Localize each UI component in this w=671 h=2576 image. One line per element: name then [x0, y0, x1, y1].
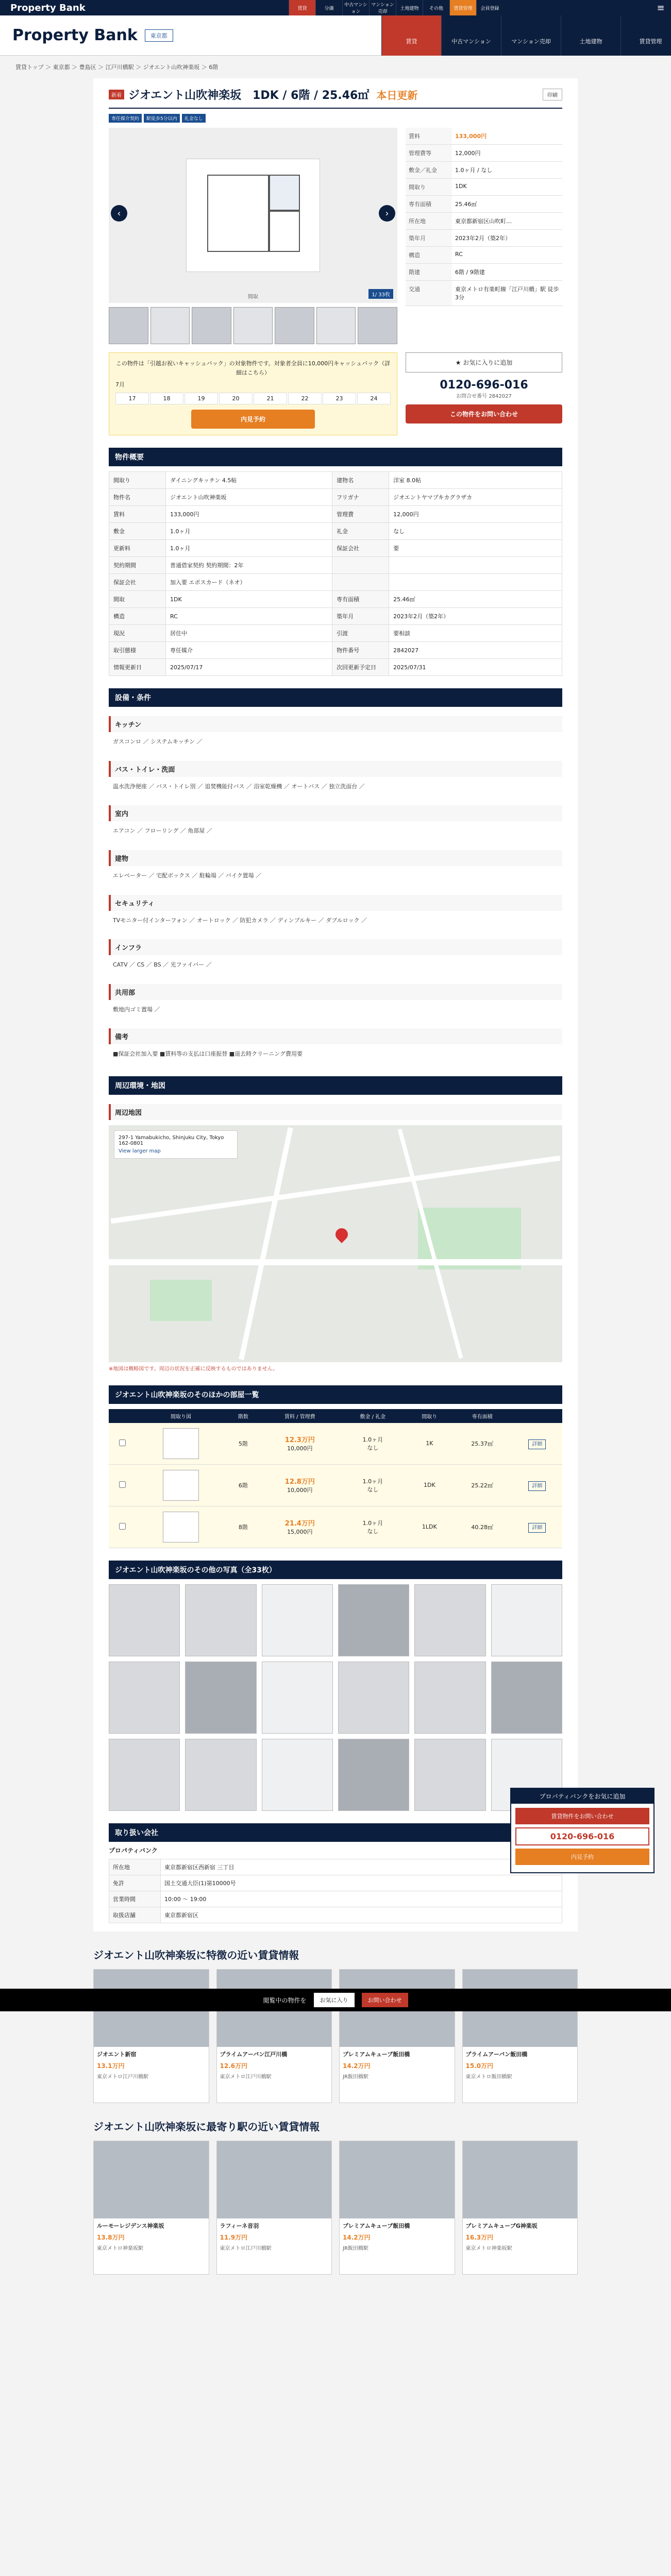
inquiry-button[interactable]: この物件をお問い合わせ: [406, 404, 562, 423]
spec-key: 情報更新日: [109, 659, 166, 676]
summary-key: 所在地: [406, 213, 452, 230]
updated-label: 本日更新: [376, 89, 418, 101]
rooms-header: 敷金 / 礼金: [339, 1409, 407, 1423]
main-image[interactable]: [109, 128, 397, 303]
company-key: 所在地: [109, 1859, 161, 1875]
calendar-day[interactable]: 24: [357, 393, 391, 404]
menu-icon[interactable]: ≡: [657, 2, 665, 13]
rooms-header: [512, 1409, 562, 1423]
rooms-header: 間取り図: [136, 1409, 226, 1423]
nav-item[interactable]: 土地建物: [396, 0, 423, 15]
nearby-image: [217, 2141, 332, 2218]
spec-value: 専任媒介: [166, 642, 332, 659]
top-bar: [0, 0, 671, 15]
feature-values: 温水洗浄便座 ／ バス・トイレ別 ／ 追焚機能付バス ／ 浴室乾燥機 ／ オートバス ／ 独立洗面台 ／: [113, 783, 365, 790]
nearby-price: 11.9万円: [220, 2233, 248, 2241]
company-value: 東京都新宿区: [161, 1907, 562, 1923]
nearby-price: 14.2万円: [343, 2233, 371, 2241]
summary-key: 交通: [406, 281, 452, 306]
spec-key: 物件番号: [332, 642, 389, 659]
calendar-day[interactable]: 18: [150, 393, 183, 404]
spec-row: [109, 642, 562, 659]
photo-thumbnail[interactable]: [262, 1739, 333, 1811]
rooms-header: 専有面積: [452, 1409, 512, 1423]
thumbnail[interactable]: [358, 307, 397, 344]
summary-value: 12,000円: [452, 145, 562, 162]
feature-values: CATV ／ CS ／ BS ／ 光ファイバー ／: [113, 961, 212, 969]
tag-list: [109, 114, 562, 123]
calendar-month: 7月: [115, 381, 125, 388]
nearby-image: [463, 2141, 578, 2218]
spec-value: 2023年2月（築2年）: [389, 608, 562, 625]
spec-table: [109, 471, 562, 676]
sub-nav: [381, 15, 671, 56]
nearby-location: 東京メトロ江戸川橋駅: [220, 2245, 272, 2251]
bottom-favorite-button[interactable]: お気に入り: [314, 1993, 355, 2007]
listing-main: [93, 78, 578, 1931]
brand[interactable]: Property Bank: [10, 2, 86, 13]
room-key: なし: [367, 1486, 379, 1493]
summary-key: 階建: [406, 264, 452, 281]
image-caption: 間取: [248, 294, 258, 300]
spec-row: [109, 557, 562, 574]
room-price: 12.3万円: [284, 1436, 315, 1445]
spec-value: RC: [166, 608, 332, 625]
nearby-location: 東京メトロ神楽坂駅: [465, 2245, 512, 2251]
room-checkbox[interactable]: [119, 1481, 126, 1488]
nav-item[interactable]: その他: [423, 0, 449, 15]
room-key: なし: [367, 1444, 379, 1451]
feature-heading: 建物: [109, 850, 562, 866]
table-row[interactable]: [109, 1464, 562, 1506]
summary-key: 賃料: [406, 128, 452, 145]
thumbnail-strip: [109, 307, 397, 344]
photo-thumbnail[interactable]: [109, 1662, 180, 1734]
spec-value: 12,000円: [389, 506, 562, 523]
nav-item[interactable]: 会員登録: [476, 0, 503, 15]
spec-row: [109, 506, 562, 523]
room-key: なし: [367, 1528, 379, 1535]
room-detail-button[interactable]: 詳細: [528, 1439, 546, 1449]
spec-value: 2842027: [389, 642, 562, 659]
floorplan-image: [186, 159, 320, 272]
room-area: 25.22㎡: [452, 1464, 512, 1506]
spec-value: なし: [389, 523, 562, 540]
summary-key: 構造: [406, 247, 452, 264]
nav-item[interactable]: 賃貸管理: [449, 0, 476, 15]
spec-key: 保証会社: [109, 574, 166, 591]
spec-value: 2025/07/17: [166, 659, 332, 676]
section-heading: ジオエント山吹神楽坂のそのほかの部屋一覧: [109, 1385, 562, 1404]
nearby-name: ジオエント新宿: [97, 2050, 137, 2058]
photo-thumbnail[interactable]: [338, 1584, 409, 1656]
floating-panel: [510, 1788, 655, 1873]
photo-thumbnail[interactable]: [109, 1739, 180, 1811]
summary-value: RC: [452, 247, 562, 264]
room-floor: 8階: [226, 1506, 261, 1548]
spec-key: 現況: [109, 625, 166, 642]
spec-key: [332, 574, 389, 591]
feature-heading: バス・トイレ・洗面: [109, 761, 562, 777]
feature-heading: 室内: [109, 805, 562, 821]
feature-values: TVモニター付インターフォン ／ オートロック ／ 防犯カメラ ／ ディンプルキー ／ ダブルロック ／: [113, 917, 367, 924]
nav-item[interactable]: 分譲: [315, 0, 342, 15]
rent-price: 133,000円: [452, 128, 562, 145]
float-head: プロパティバンクをお気に追加: [511, 1789, 653, 1804]
spec-key: 次回更新予定日: [332, 659, 389, 676]
nearby-location: 東京メトロ江戸川橋駅: [97, 2074, 148, 2080]
location-pin-icon[interactable]: [333, 1226, 350, 1243]
spec-row: [109, 625, 562, 642]
nearby-location: 東京メトロ神楽坂駅: [97, 2245, 143, 2251]
prev-arrow-icon[interactable]: ‹: [111, 205, 127, 222]
photo-thumbnail[interactable]: [185, 1584, 256, 1656]
map-larger-link[interactable]: View larger map: [119, 1148, 161, 1154]
feature-values: エアコン ／ フローリング ／ 角部屋 ／: [113, 827, 212, 835]
photo-thumbnail[interactable]: [185, 1739, 256, 1811]
rooms-header: [109, 1409, 136, 1423]
spec-value: 1.0ヶ月: [166, 523, 332, 540]
spec-key: 築年月: [332, 608, 389, 625]
summary-value: 1.0ヶ月 / なし: [452, 162, 562, 179]
room-dep: 1.0ヶ月: [362, 1519, 383, 1527]
nav-item[interactable]: 中古マンション: [342, 0, 369, 15]
section-heading: ジオエント山吹神楽坂のその他の写真（全33枚）: [109, 1561, 562, 1579]
summary-value: 東京メトロ有楽町線「江戸川橋」駅 徒歩3分: [452, 281, 562, 306]
top-nav: [289, 0, 503, 15]
thumbnail[interactable]: [275, 307, 314, 344]
subnav-item[interactable]: 土地建物: [561, 15, 620, 56]
spec-value: [389, 574, 562, 591]
company-info: [109, 1846, 562, 1923]
title-bar: [109, 87, 562, 109]
subnav-item[interactable]: 賃貸: [381, 15, 441, 56]
table-row[interactable]: [109, 1423, 562, 1465]
photo-thumbnail[interactable]: [185, 1662, 256, 1734]
rooms-header: 賃料 / 管理費: [261, 1409, 339, 1423]
spec-key: 間取り: [109, 472, 166, 489]
features-list: [109, 716, 562, 1064]
spec-value: [389, 557, 562, 574]
spec-key: 取引態様: [109, 642, 166, 659]
summary-value: 東京都新宿区山吹町…: [452, 213, 562, 230]
logo[interactable]: Property Bank: [12, 26, 138, 44]
company-value: 10:00 〜 19:00: [161, 1891, 562, 1907]
room-checkbox[interactable]: [119, 1439, 126, 1446]
spec-value: 1.0ヶ月: [166, 540, 332, 557]
feature-values: エレベーター ／ 宅配ボックス ／ 駐輪場 ／ バイク置場 ／: [113, 872, 262, 879]
spec-value: ジオエント山吹神楽坂: [166, 489, 332, 506]
photo-grid: [109, 1584, 562, 1811]
spec-key: 契約期間: [109, 557, 166, 574]
section-heading: 周辺環境・地図: [109, 1076, 562, 1095]
spec-key: 礼金: [332, 523, 389, 540]
image-count: 1/ 33枚: [368, 289, 393, 299]
summary-value: 2023年2月（築2年）: [452, 230, 562, 247]
thumbnail[interactable]: [233, 307, 273, 344]
spec-value: 2025/07/31: [389, 659, 562, 676]
summary-value: 1DK: [452, 179, 562, 196]
nav-item[interactable]: マンション売却: [369, 0, 396, 15]
campaign-box: [109, 352, 397, 435]
room-checkbox[interactable]: [119, 1523, 126, 1530]
gallery: [109, 128, 397, 344]
room-floorplan[interactable]: [163, 1512, 199, 1543]
spec-key: 保証会社: [332, 540, 389, 557]
map-card: [114, 1130, 238, 1159]
spec-row: [109, 540, 562, 557]
map-address: 297-1 Yamabukicho, Shinjuku City, Tokyo 162-0801: [119, 1134, 224, 1146]
reserve-calendar: [115, 393, 391, 404]
room-area: 40.28㎡: [452, 1506, 512, 1548]
campaign-text: この物件は「引越お祝いキャッシュバック」の対象物件です。対象者全員に10,000円キャッシュバック（詳細はこちら）: [115, 360, 391, 376]
spec-value: 要相談: [389, 625, 562, 642]
nav-item[interactable]: 賃貸: [289, 0, 315, 15]
photo-thumbnail[interactable]: [414, 1662, 485, 1734]
spec-value: 要: [389, 540, 562, 557]
map-subheading: 周辺地図: [109, 1104, 562, 1120]
nearby-location: 東京メトロ飯田橋駅: [465, 2074, 512, 2080]
tag: 駅徒歩5分以内: [144, 114, 180, 123]
summary-key: 築年月: [406, 230, 452, 247]
nearby-name: プライムアーバン飯田橋: [465, 2050, 528, 2058]
calendar-day[interactable]: 21: [254, 393, 287, 404]
spec-key: 更新料: [109, 540, 166, 557]
nearby-image: [94, 2141, 209, 2218]
section-heading: 取り扱い会社: [109, 1823, 562, 1842]
spec-row: [109, 591, 562, 608]
feature-values: ガスコンロ ／ システムキッチン ／: [113, 738, 203, 745]
spec-key: 構造: [109, 608, 166, 625]
nearby-title: ジオエント山吹神楽坂に最寄り駅の近い賃貸情報: [93, 2120, 320, 2133]
print-button[interactable]: 印刷: [543, 89, 562, 100]
summary-table: [406, 128, 562, 344]
bottom-text: 閲覧中の物件を: [263, 1996, 307, 2004]
spec-row: [109, 574, 562, 591]
summary-key: 管理費等: [406, 145, 452, 162]
feature-heading: キッチン: [109, 716, 562, 732]
nearby-card[interactable]: [339, 2141, 455, 2275]
subnav-item[interactable]: マンション売却: [501, 15, 561, 56]
nearby-location: JR飯田橋駅: [343, 2074, 368, 2080]
bottom-bar: [0, 1989, 671, 2011]
room-layout: 1LDK: [407, 1506, 452, 1548]
company-value: 国土交通大臣(1)第10000号: [161, 1875, 562, 1891]
nearby-card[interactable]: [93, 2141, 209, 2275]
nearby-card[interactable]: [216, 2141, 332, 2275]
map[interactable]: [109, 1125, 562, 1362]
company-key: 免許: [109, 1875, 161, 1891]
spec-key: [332, 557, 389, 574]
nearby-name: ルーモーレジデンス神楽坂: [97, 2222, 164, 2229]
nearby-name: プライムアーバン江戸川橋: [220, 2050, 288, 2058]
room-fee: 10,000円: [287, 1487, 313, 1494]
company-key: 営業時間: [109, 1891, 161, 1907]
subnav-item[interactable]: 中古マンション: [441, 15, 501, 56]
nearby-name: ラフィーネ音羽: [220, 2222, 259, 2229]
nearby-price: 13.1万円: [97, 2062, 125, 2070]
company-value: 東京都新宿区西新宿 三丁目: [161, 1859, 562, 1875]
room-floor: 5階: [226, 1423, 261, 1465]
summary-value: 25.46㎡: [452, 196, 562, 213]
thumbnail[interactable]: [192, 307, 231, 344]
feature-heading: セキュリティ: [109, 895, 562, 911]
spec-value: ジオエントヤマブキカグラザカ: [389, 489, 562, 506]
contact-box: [406, 352, 562, 435]
spec-value: 加入要 エポスカード（ネオ）: [166, 574, 332, 591]
tag: 専任媒介契約: [109, 114, 142, 123]
area-select[interactable]: 東京都: [145, 29, 173, 42]
spec-key: 管理費: [332, 506, 389, 523]
spec-key: 建物名: [332, 472, 389, 489]
spec-row: [109, 608, 562, 625]
nearby-name: プレミアムキューブ飯田橋: [343, 2050, 410, 2058]
room-layout: 1DK: [407, 1464, 452, 1506]
thumbnail[interactable]: [109, 307, 148, 344]
thumbnail[interactable]: [150, 307, 190, 344]
spec-key: 賃料: [109, 506, 166, 523]
room-dep: 1.0ヶ月: [362, 1478, 383, 1485]
rooms-table: [109, 1409, 562, 1548]
calendar-day[interactable]: 22: [288, 393, 322, 404]
cta-area: [109, 352, 562, 435]
room-detail-button[interactable]: 詳細: [528, 1481, 546, 1491]
top-grid: [109, 128, 562, 344]
subnav-item[interactable]: 賃貸管理: [620, 15, 671, 56]
rooms-header: 間取り: [407, 1409, 452, 1423]
inquiry-number: お問合せ番号 2842027: [456, 394, 512, 399]
nearby-name: プレミアムキューブ飯田橋: [343, 2222, 410, 2229]
room-price: 12.8万円: [284, 1478, 315, 1486]
tag: 礼金なし: [182, 114, 206, 123]
room-detail-button[interactable]: 詳細: [528, 1523, 546, 1533]
summary-value: 6階 / 9階建: [452, 264, 562, 281]
room-floorplan[interactable]: [163, 1428, 199, 1459]
nearby-price: 16.3万円: [465, 2233, 494, 2241]
summary-key: 専有面積: [406, 196, 452, 213]
spec-value: 1DK: [166, 591, 332, 608]
float-inquiry-button[interactable]: 賃貸物件をお問い合わせ: [515, 1808, 649, 1824]
nearby-price: 14.2万円: [343, 2062, 371, 2070]
calendar-day[interactable]: 19: [184, 393, 218, 404]
sub-header: [0, 15, 671, 56]
table-row[interactable]: [109, 1506, 562, 1548]
photo-thumbnail[interactable]: [262, 1662, 333, 1734]
nearby-price: 15.0万円: [465, 2062, 494, 2070]
next-arrow-icon[interactable]: ›: [379, 205, 395, 222]
feature-heading: 共用部: [109, 984, 562, 1000]
calendar-day[interactable]: 17: [115, 393, 149, 404]
room-area: 25.37㎡: [452, 1423, 512, 1465]
photo-thumbnail[interactable]: [262, 1584, 333, 1656]
spec-key: 専有面積: [332, 591, 389, 608]
spec-value: 25.46㎡: [389, 591, 562, 608]
photo-thumbnail[interactable]: [338, 1739, 409, 1811]
spec-value: ダイニングキッチン 4.5帖: [166, 472, 332, 489]
spec-key: 引渡: [332, 625, 389, 642]
spec-key: 敷金: [109, 523, 166, 540]
phone-number[interactable]: 0120-696-016: [440, 379, 528, 392]
feature-heading: 備考: [109, 1028, 562, 1044]
spec-key: 物件名: [109, 489, 166, 506]
breadcrumb[interactable]: 賃貸トップ ＞ 東京都 ＞ 豊島区 ＞ 江戸川橋駅 ＞ ジオエント山吹神楽坂 ＞ 6階: [15, 64, 219, 71]
section-heading: 設備・条件: [109, 688, 562, 707]
feature-values: 敷地内ゴミ置場 ／: [113, 1006, 160, 1013]
room-floor: 6階: [226, 1464, 261, 1506]
company-key: 取扱店舗: [109, 1907, 161, 1923]
room-price: 21.4万円: [284, 1520, 315, 1528]
spec-row: [109, 472, 562, 489]
rooms-header: 階数: [226, 1409, 261, 1423]
spec-value: 居住中: [166, 625, 332, 642]
spec-value: 133,000円: [166, 506, 332, 523]
photo-thumbnail[interactable]: [414, 1584, 485, 1656]
float-reserve-button[interactable]: 内見予約: [515, 1849, 649, 1865]
summary-key: 敷金／礼金: [406, 162, 452, 179]
calendar-day[interactable]: 20: [219, 393, 253, 404]
room-fee: 10,000円: [287, 1445, 313, 1452]
photo-thumbnail[interactable]: [109, 1584, 180, 1656]
spec-row: [109, 523, 562, 540]
float-phone[interactable]: 0120-696-016: [515, 1827, 649, 1845]
feature-values: ■保証会社加入要 ■賃料等の支払は口座振替 ■退去時クリーニング費用要: [113, 1050, 303, 1058]
room-layout: 1K: [407, 1423, 452, 1465]
nearby-card[interactable]: [462, 2141, 578, 2275]
company-name: プロパティバンク: [109, 1846, 158, 1854]
nearby-title: ジオエント山吹神楽坂に特徴の近い賃貸情報: [93, 1948, 299, 1961]
nearby-location: JR飯田橋駅: [343, 2245, 368, 2251]
photo-thumbnail[interactable]: [491, 1662, 562, 1734]
bottom-inquiry-button[interactable]: お問い合わせ: [362, 1993, 408, 2007]
reserve-button[interactable]: 内見予約: [191, 410, 315, 429]
photo-thumbnail[interactable]: [338, 1662, 409, 1734]
spec-value: 普通借家契約 契約期間：2年: [166, 557, 332, 574]
thumbnail[interactable]: [316, 307, 356, 344]
map-note: ※地図は概略図です。周辺の状況を正確に反映するものではありません。: [109, 1366, 278, 1372]
new-badge: 新着: [109, 90, 124, 99]
room-floorplan[interactable]: [163, 1470, 199, 1501]
nearby-image: [340, 2141, 455, 2218]
room-dep: 1.0ヶ月: [362, 1436, 383, 1443]
summary-key: 間取り: [406, 179, 452, 196]
page-title: ジオエント山吹神楽坂 1DK / 6階 / 25.46㎡: [128, 89, 370, 102]
spec-value: 洋室 8.0帖: [389, 472, 562, 489]
photo-thumbnail[interactable]: [491, 1584, 562, 1656]
feature-heading: インフラ: [109, 939, 562, 955]
favorite-button[interactable]: ★ お気に入りに追加: [406, 352, 562, 372]
calendar-day[interactable]: 23: [323, 393, 356, 404]
spec-row: [109, 489, 562, 506]
nearby-price: 12.6万円: [220, 2062, 248, 2070]
spec-key: 間取: [109, 591, 166, 608]
spec-key: フリガナ: [332, 489, 389, 506]
section-heading: 物件概要: [109, 448, 562, 466]
photo-thumbnail[interactable]: [414, 1739, 485, 1811]
nearby-name: プレミアムキューブG神楽坂: [465, 2222, 538, 2229]
nearby-price: 13.8万円: [97, 2233, 125, 2241]
spec-row: [109, 659, 562, 676]
room-fee: 15,000円: [287, 1529, 313, 1536]
nearby-location: 東京メトロ江戸川橋駅: [220, 2074, 272, 2080]
